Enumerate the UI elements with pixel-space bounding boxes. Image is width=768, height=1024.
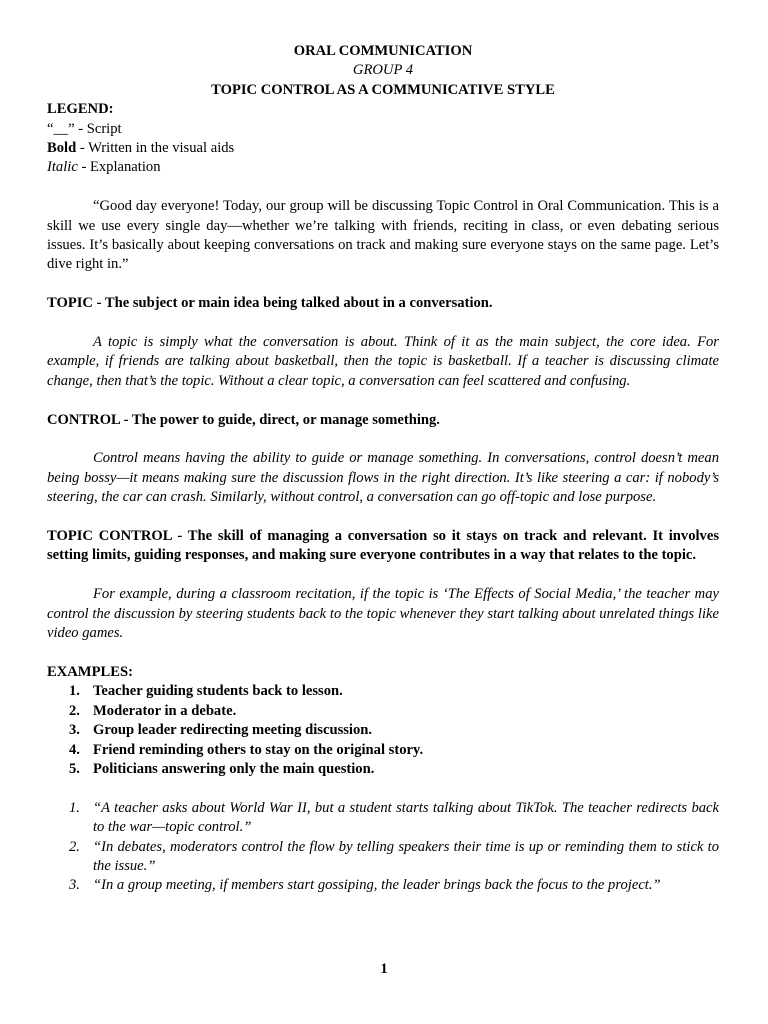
intro-script: “Good day everyone! Today, our group will be discussing Topic Control in Oral Communication. This is a skill we use every single day—whether we’re talking with friends, reciting in class, or even debating serious issues. It’s basically about keeping conversations on track and making sure everyone stays on the same page. Let’s dive right in.” (47, 198, 719, 273)
list-text: Politicians answering only the main question. (93, 760, 375, 777)
list-text: Teacher guiding students back to lesson. (93, 683, 343, 700)
topic-control-term: TOPIC CONTROL (47, 528, 172, 545)
list-number: 4. (69, 741, 80, 758)
topic-explanation: A topic is simply what the conversation is about. Think of it as the main subject, the core idea. For example, if friends are talking about basketball, then the topic is basketball. If a teacher is discussing climate change, then that’s the topic. Without a clear topic, a conversation can feel scattered and confusing. (47, 334, 719, 389)
list-item (47, 876, 719, 895)
examples-heading: EXAMPLES: (47, 663, 133, 680)
control-term: CONTROL (47, 411, 120, 428)
list-text: Moderator in a debate. (93, 702, 237, 719)
list-text: Group leader redirecting meeting discussion. (93, 722, 373, 739)
legend-desc: - Explanation (77, 159, 161, 176)
list-item (47, 682, 719, 701)
list-item (47, 799, 719, 838)
legend-desc: - Written in the visual aids (76, 140, 235, 157)
topic-definition (47, 294, 719, 313)
list-text: “A teacher asks about World War II, but a student starts talking about TikTok. The teacher redirects back to the war—topic control.” (93, 799, 719, 836)
list-text: Friend reminding others to stay on the original story. (93, 741, 424, 758)
list-number: 3. (69, 722, 80, 739)
legend-item-italic (47, 158, 719, 177)
topic-term: TOPIC (47, 295, 93, 312)
examples-script-list (47, 799, 719, 896)
doc-title: ORAL COMMUNICATION (293, 43, 473, 59)
page-content (47, 42, 719, 896)
page-number: 1 (380, 961, 388, 977)
legend-key: Italic (47, 159, 78, 176)
topic-definition-text: - The subject or main idea being talked about in a conversation. (92, 295, 493, 312)
list-text: “In debates, moderators control the flow by telling speakers their time is up or reminding them to stick to the issue.” (93, 838, 719, 874)
list-number: 5. (69, 760, 80, 777)
list-item (47, 741, 719, 760)
control-definition (47, 411, 719, 430)
examples-bold-list (47, 682, 719, 779)
legend-item-bold (47, 139, 719, 158)
topic-control-definition-text: - The skill of managing a conversation so it stays on track and relevant. It involves setting limits, guiding responses, and making sure everyone contributes in a way that relates to the topic. (47, 528, 720, 564)
list-number: 2. (69, 838, 80, 855)
control-definition-text: - The power to guide, direct, or manage something. (119, 411, 440, 428)
control-explanation: Control means having the ability to guide or manage something. In conversations, control doesn’t mean being bossy—it means making sure the discussion flows in the right direction. It’s like steering a car: if nobody’s steering, the car can crash. Similarly, without control, a conversation can go off-topic and lose purpose. (47, 450, 719, 506)
topic-control-explanation: For example, during a classroom recitation, if the topic is ‘The Effects of Social Media,’ the teacher may control the discussion by steering students back to the topic whenever they start talking about unrelated things like video games. (47, 586, 719, 642)
list-item (47, 702, 719, 721)
legend-item-script (47, 120, 719, 139)
legend-desc: - Script (74, 120, 122, 137)
legend-key: Bold (47, 140, 77, 157)
list-item (47, 838, 719, 877)
list-number: 1. (69, 799, 80, 816)
topic-control-definition (47, 527, 719, 566)
list-text: “In a group meeting, if members start gossiping, the leader brings back the focus to the project.” (93, 877, 661, 894)
legend-heading: LEGEND: (47, 101, 114, 118)
group-label: GROUP 4 (352, 62, 414, 79)
list-number: 3. (69, 877, 80, 894)
doc-subtitle: TOPIC CONTROL AS A COMMUNICATIVE STYLE (211, 81, 555, 98)
list-item (47, 760, 719, 779)
legend-key: “__” (47, 120, 75, 137)
list-item (47, 721, 719, 740)
list-number: 1. (69, 683, 80, 700)
list-number: 2. (69, 702, 80, 719)
